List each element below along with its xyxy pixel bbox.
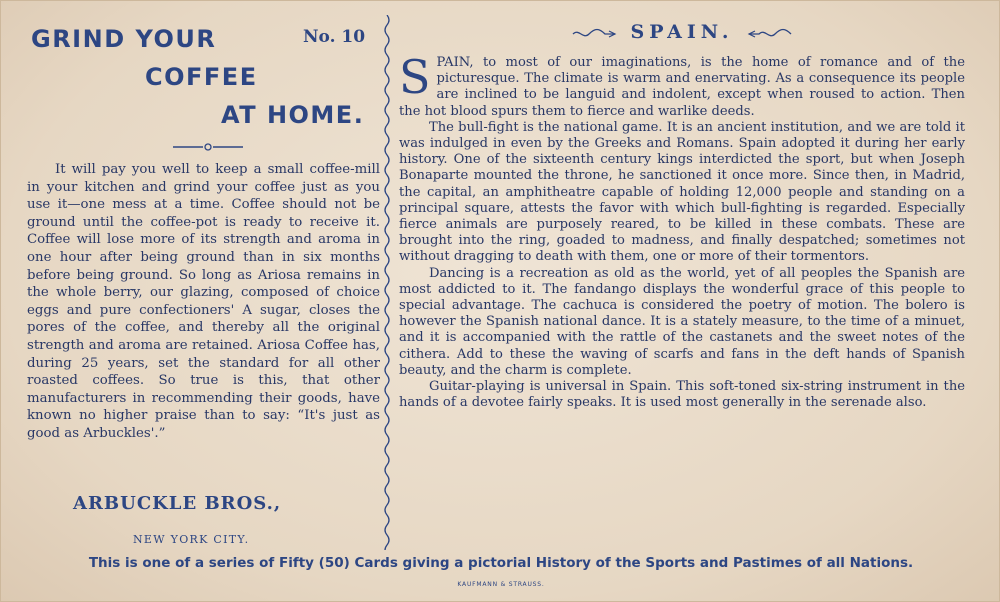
company-city: NEW YORK CITY. xyxy=(133,533,250,546)
series-footer: This is one of a series of Fifty (50) Cards giving a pictorial History of the Sports and Pastimes of all Nations. xyxy=(88,555,914,571)
card-number: No. 10 xyxy=(303,27,366,47)
story-paragraph-1 xyxy=(399,50,965,120)
ad-title-line-1: GRIND YOUR xyxy=(31,25,217,53)
story-paragraph-3: Dancing is a recreation as old as the world, yet of all peoples the Spanish are most addicted to it. The fandango displays the wonderful grace of this people to special advantage. The cachuca is considered the poetry of motion. The bolero is however the Spanish national dance. It is a stately measure, to the time of a minuet, and it is accompanied with the rattle of the castanets and the sweet notes of the cithera. Add to these the waving of scarfs and fans in the deft hands of Spanish beauty, and the charm is complete. xyxy=(399,265,965,378)
flourish-right-icon xyxy=(747,28,793,40)
ornament-rule-icon xyxy=(173,141,243,153)
flourish-left-icon xyxy=(571,28,617,40)
story-paragraph-4: Guitar-playing is universal in Spain. This soft-toned six-string instrument in the hands of a devotee fairly speaks. It is used most generally in the serenade also. xyxy=(399,379,965,411)
ad-title-line-3: AT HOME. xyxy=(221,101,365,129)
story-column xyxy=(399,15,965,545)
story-paragraph-2: The bull-fight is the national game. It is an ancient institution, and we are told it was indulged in even by the Greeks and Romans. Spain adopted it during her early history. One of the sixteenth century kings interdicted the sport, but when Joseph Bonaparte mounted the throne, he sanctioned it once more. Since then, in Madrid, the capital, an amphitheatre capable of holding 12,000 people and standing on a principal square, attests the favor with which bull-fighting is regarded. Especially fierce animals are purposely reared, to be killed in these combats. These are brought into the ring, goaded to madness, and finally despatched; sometimes not without dragging to death with them, one or more of their tormentors. xyxy=(399,119,965,265)
wavy-divider-icon xyxy=(382,15,392,550)
ad-title-line-2: COFFEE xyxy=(145,63,258,91)
printer-credit: KAUFMANN & STRAUSS. xyxy=(457,581,545,588)
advertisement-column xyxy=(25,19,381,559)
story-text xyxy=(399,50,965,411)
story-paragraph-1-text: PAIN, to most of our imaginations, is the home of romance and of the picturesque. The climate is warm and enervating. As a consequence its people are inclined to be languid and indolent, except when roused to action. Then the hot blood spurs them to fierce and warlike deeds. xyxy=(399,55,965,119)
drop-cap: S xyxy=(399,50,431,104)
company-name: ARBUCKLE BROS., xyxy=(73,493,282,514)
story-heading xyxy=(399,21,965,43)
ad-body-text: It will pay you well to keep a small coffee-mill in your kitchen and grind your coffee just as you use it—one mess at a time. Coffee should not be ground until the coffee-pot is ready to receive it. Coffee will lose more of its strength and aroma in one hour after being ground than in six months before being ground. So long as Ariosa remains in the whole berry, our glazing, composed of choice eggs and pure confectioners' A sugar, closes the pores of the coffee, and thereby all the original strength and aroma are retained. Ariosa Coffee has, during 25 years, set the standard for all other roasted coffees. So true is this, that other manufacturers in recommending their goods, have known no higher praise than to say: “It's just as good as Arbuckles'.” xyxy=(27,162,380,441)
story-title: SPAIN. xyxy=(630,21,734,43)
